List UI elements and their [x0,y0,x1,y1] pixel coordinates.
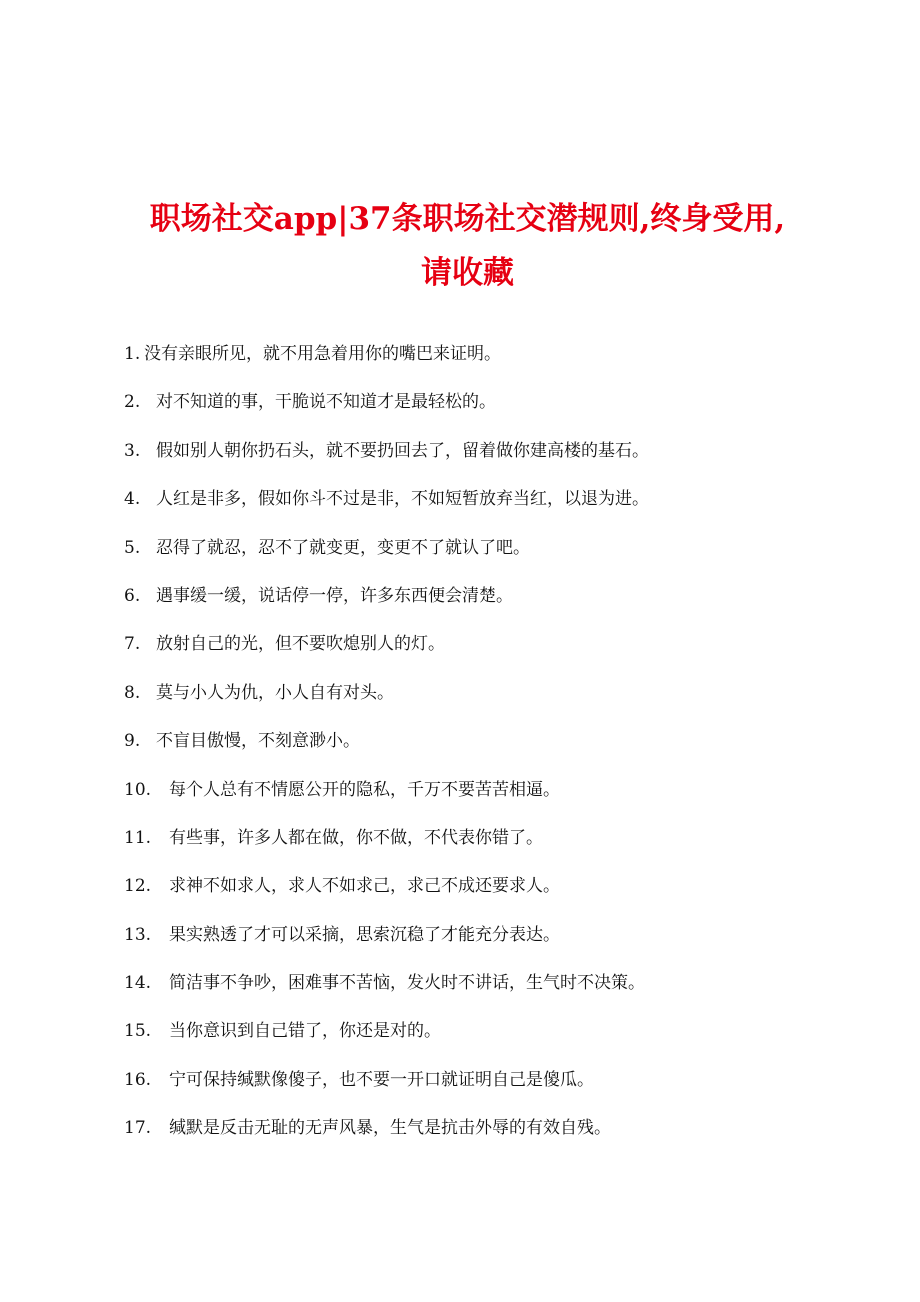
item-number: 11. [124,827,152,848]
document-title [110,192,825,300]
item-text: 果实熟透了才可以采摘，思索沉稳了才能充分表达。 [169,924,560,945]
item-text: 莫与小人为仇，小人自有对头。 [156,682,394,703]
list-item [124,917,884,965]
list-item [124,1013,884,1061]
list-item [124,626,884,674]
list-item [124,1110,884,1158]
list-item [124,433,884,481]
list-item [124,1062,884,1110]
item-number: 7. [124,634,141,655]
item-text: 人红是非多，假如你斗不过是非，不如短暂放弃当红，以退为进。 [156,489,649,510]
item-text: 假如别人朝你扔石头，就不要扔回去了，留着做你建高楼的基石。 [156,440,649,461]
list-item [124,868,884,916]
item-number: 9. [124,731,141,752]
item-text: 当你意识到自己错了，你还是对的。 [169,1021,441,1042]
item-text: 求神不如求人，求人不如求己，求己不成还要求人。 [169,876,560,897]
item-number: 13. [124,924,152,945]
list-item [124,336,884,384]
item-number: 10. [124,779,152,800]
item-number: 5. [124,537,141,558]
item-number: 8. [124,682,141,703]
document-title-line-2: 请收藏 [421,255,514,291]
item-number: 4. [124,489,141,510]
document-title-line-1: 职场社交app|37条职场社交潜规则,终身受用, [149,201,786,237]
item-number: 3. [124,440,141,461]
item-number: 15. [124,1021,152,1042]
item-text: 简洁事不争吵，困难事不苦恼，发火时不讲话，生气时不决策。 [169,973,645,994]
item-text: 宁可保持缄默像傻子，也不要一开口就证明自己是傻瓜。 [169,1069,594,1090]
item-text: 遇事缓一缓，说话停一停，许多东西便会清楚。 [156,585,513,606]
list-item [124,384,884,432]
list-item [124,820,884,868]
item-text: 放射自己的光，但不要吹熄别人的灯。 [156,634,445,655]
item-number: 16. [124,1069,152,1090]
item-text: 对不知道的事，干脆说不知道才是最轻松的。 [156,392,496,413]
list-item [124,481,884,529]
item-number: 17. [124,1118,152,1139]
item-text: 忍得了就忍，忍不了就变更，变更不了就认了吧。 [156,537,530,558]
item-number: 2. [124,392,141,413]
item-text: 没有亲眼所见，就不用急着用你的嘴巴来证明。 [144,344,501,364]
rules-list [124,336,884,1159]
item-text: 有些事，许多人都在做，你不做，不代表你错了。 [169,827,543,848]
list-item [124,578,884,626]
list-item [124,675,884,723]
item-number: 6. [124,585,141,606]
item-text: 缄默是反击无耻的无声风暴，生气是抗击外辱的有效自残。 [169,1118,611,1139]
item-number: 14. [124,973,152,994]
list-item [124,965,884,1013]
list-item [124,723,884,771]
list-item [124,772,884,820]
item-number: 1. [124,344,141,364]
list-item [124,530,884,578]
item-text: 每个人总有不情愿公开的隐私，千万不要苦苦相逼。 [169,779,560,800]
item-number: 12. [124,876,152,897]
item-text: 不盲目傲慢，不刻意渺小。 [156,731,360,752]
